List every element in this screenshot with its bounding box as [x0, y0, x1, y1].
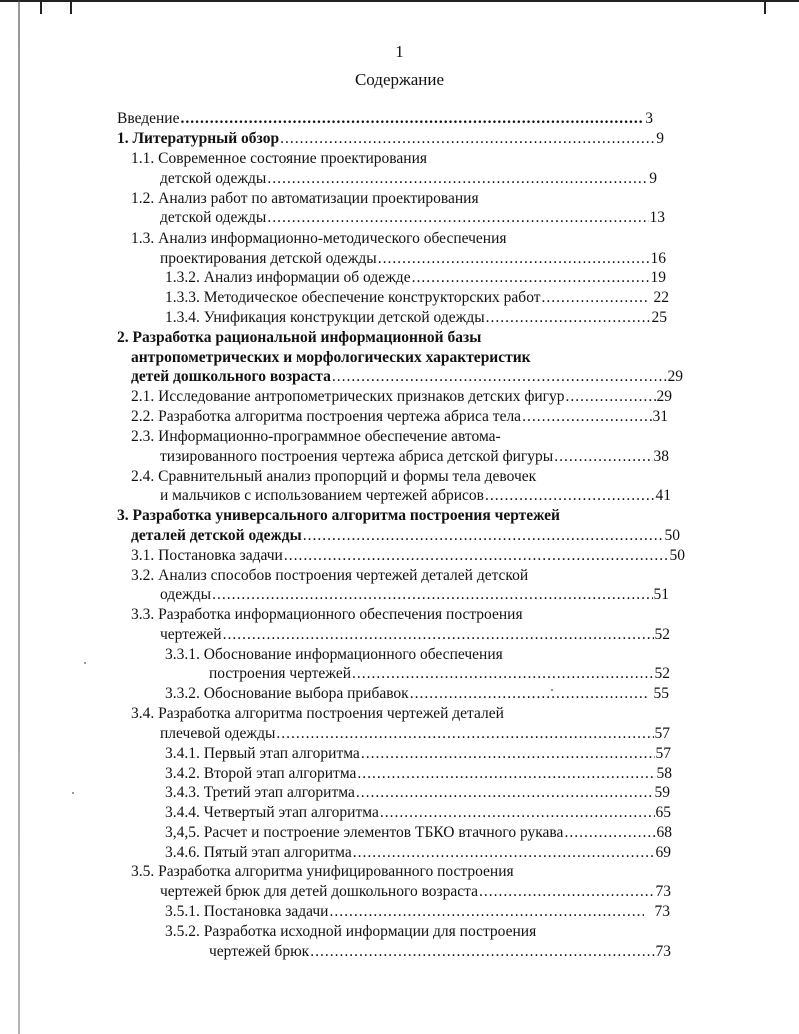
toc-entry: 2. Разработка рациональной информационной базы [117, 329, 482, 346]
toc-entry: 3.3.2. Обоснование выбора прибавок ..... 55 [165, 684, 669, 704]
toc-entry: антропометрических и морфологических характеристик [131, 349, 531, 366]
toc-entry: 3.3. Разработка информационного обеспечения построения [131, 606, 523, 623]
toc-entry: 3.4. Разработка алгоритма построения чертежей деталей [131, 705, 504, 722]
page-left-edge [18, 0, 20, 1034]
border-tick [764, 0, 766, 14]
toc-entry: 2.1. Исследование антропометрических признаков детских фигур ..... 29 [131, 387, 672, 407]
toc-entry: 1.3.3. Методическое обеспечение конструкторских работ ..... 22 [165, 288, 669, 308]
border-tick [70, 0, 72, 14]
toc-entry: плечевой одежды ..... 57 [160, 724, 670, 744]
toc-entry: 1.3.2. Анализ информации об одежде ..... 19 [165, 268, 666, 288]
toc-entry: 3.4.4. Четвертый этап алгоритма ..... 65 [165, 803, 671, 823]
toc-entry: тизированного построения чертежа абриса детской фигуры ..... 38 [160, 447, 669, 467]
toc-entry: 1.2. Анализ работ по автоматизации проектирования [131, 190, 479, 207]
border-tick [40, 0, 42, 14]
toc-entry: 3,4,5. Расчет и построение элементов ТБКО втачного рукава ..... 68 [165, 823, 672, 843]
toc-entry: детей дошкольного возраста ..... 29 [131, 367, 683, 387]
toc-entry: 3.5. Разработка алгоритма унифицированного построения [131, 863, 514, 880]
toc-entry: детской одежды ..... 9 [160, 169, 657, 189]
toc-entry: 2.3. Информационно-программное обеспечение автома- [131, 428, 501, 445]
scan-speck [84, 662, 86, 664]
toc-entry: 3. Разработка универсального алгоритма построения чертежей [117, 507, 560, 524]
toc-entry: 3.3.1. Обоснование информационного обеспечения [165, 646, 503, 663]
toc-entry: 1.3. Анализ информационно-методического обеспечения [131, 230, 507, 247]
toc-entry: 3.4.1. Первый этап алгоритма ..... 57 [165, 744, 671, 764]
toc-entry: 3.4.3. Третий этап алгоритма ..... 59 [165, 783, 670, 803]
toc-entry: 1.3.4. Унификация конструкции детской одежды ..... 25 [165, 308, 667, 328]
toc-entry: одежды ..... 51 [160, 585, 669, 605]
scan-speck [72, 792, 74, 794]
page-number: 1 [395, 42, 404, 61]
scan-speck [551, 689, 553, 691]
toc-entry: 3.1. Постановка задачи ..... 50 [131, 546, 685, 566]
toc-entry: 2.2. Разработка алгоритма построения чертежа абриса тела ..... 31 [131, 407, 668, 427]
toc-entry: 2.4. Сравнительный анализ пропорций и формы тела девочек [131, 468, 537, 485]
toc-entry: 3.4.6. Пятый этап алгоритма ..... 69 [165, 843, 671, 863]
toc-entry: проектирования детской одежды ..... 16 [160, 249, 666, 269]
toc-entry: деталей детской одежды ..... 50 [131, 526, 680, 546]
toc-entry: чертежей брюк для детей дошкольного возраста ..... 73 [160, 882, 671, 902]
toc-entry: 3.5.2. Разработка исходной информации для построения [165, 923, 537, 940]
toc-entry: чертежей ..... 52 [160, 625, 670, 645]
toc-entry: 1.1. Современное состояние проектирования [131, 150, 427, 167]
page-title: Содержание [354, 70, 445, 89]
toc-entry: 1. Литературный обзор ..... 9 [117, 129, 664, 149]
page-top-border [0, 0, 799, 16]
toc-entry: и мальчиков с использованием чертежей абрисов ..... 41 [160, 486, 671, 506]
toc-entry: 3.5.1. Постановка задачи ..... 73 [165, 902, 670, 922]
toc-entry: чертежей брюк ..... 73 [209, 942, 671, 962]
toc-entry: 3.2. Анализ способов построения чертежей деталей детской [131, 567, 529, 584]
toc-entry: 3.4.2. Второй этап алгоритма ..... 58 [165, 764, 672, 784]
toc-entry: детской одежды ..... 13 [160, 208, 665, 228]
toc-entry: построения чертежей ..... 52 [209, 664, 670, 684]
toc-entry: Введение ..... 3 [117, 109, 653, 129]
